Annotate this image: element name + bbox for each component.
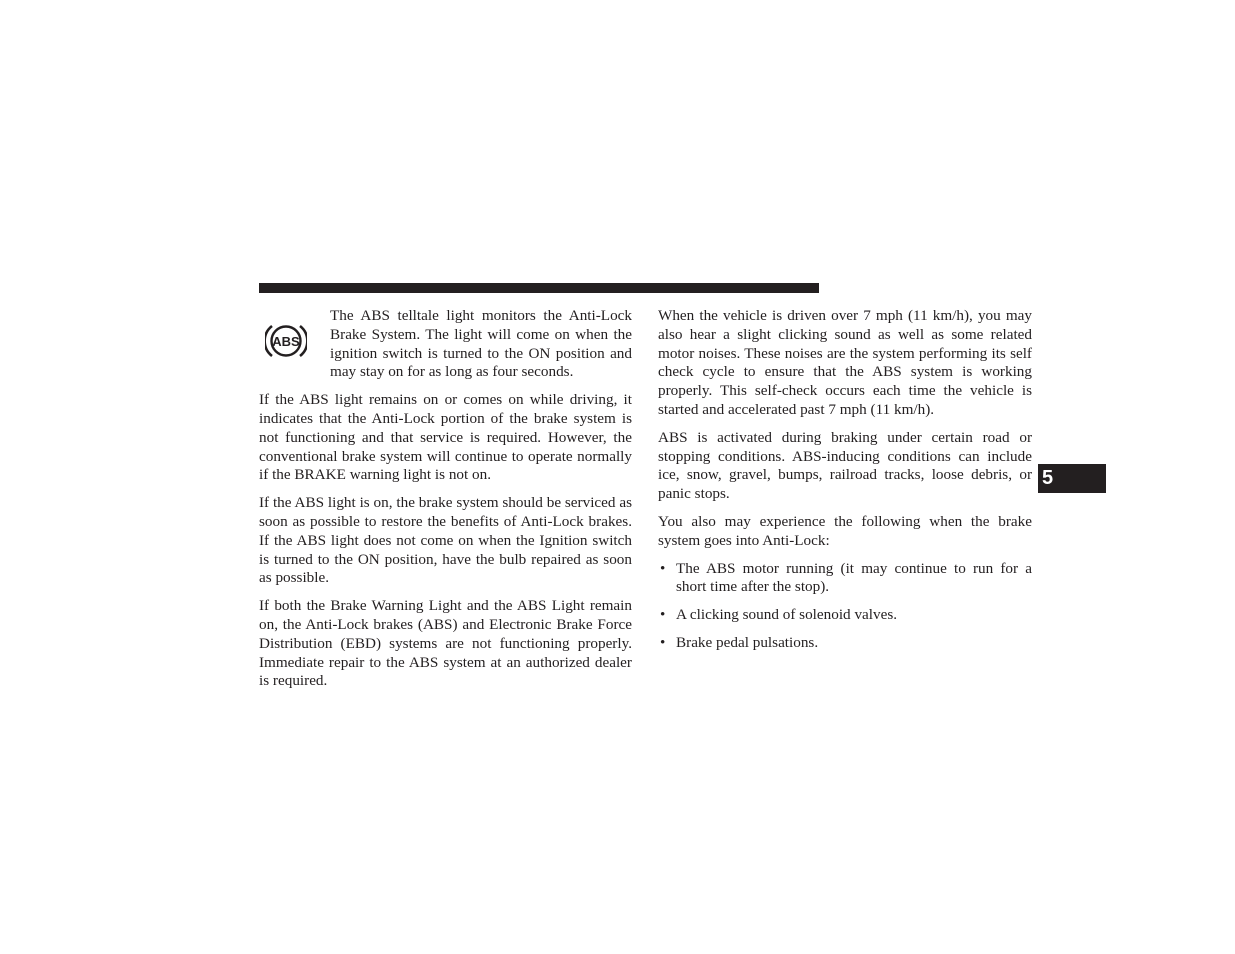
abs-telltale-paragraph: The ABS telltale light monitors the Anti-Lock Brake System. The light will come on when the ignition switch is turned to the ON position and may stay on for as long as four seconds. (330, 307, 632, 381)
chapter-number: 5 (1042, 467, 1054, 489)
right-column (658, 307, 1032, 662)
body-paragraph: If both the Brake Warning Light and the ABS Light remain on, the Anti-Lock brakes (ABS) and Electronic Brake Force Distribution (EBD) systems are not functioning properly. Immediate repair to the ABS system at an authorized dealer is required. (259, 597, 632, 690)
body-paragraph: If the ABS light is on, the brake system should be serviced as soon as possible to restore the benefits of Anti-Lock brakes. If the ABS light does not come on when the Ignition switch is turned to the ON position, have the bulb repaired as soon as possible. (259, 494, 632, 587)
abs-warning-icon (265, 321, 307, 361)
abs-icon-label: ABS (272, 334, 300, 349)
list-item-text: A clicking sound of solenoid valves. (676, 606, 898, 624)
section-rule (259, 283, 819, 293)
left-column (259, 307, 632, 700)
chapter-tab (1038, 464, 1106, 493)
abs-telltale-block (259, 307, 632, 382)
bullet-glyph: • (660, 606, 666, 624)
list-item-text: Brake pedal pulsations. (676, 633, 819, 651)
body-paragraph: If the ABS light remains on or comes on while driving, it indicates that the Anti-Lock portion of the brake system is not functioning and that service is required. However, the conventional brake system will continue to operate normally if the BRAKE warning light is not on. (259, 391, 632, 484)
antilock-effects-list (658, 560, 1032, 653)
body-paragraph: ABS is activated during braking under certain road or stopping conditions. ABS-inducing conditions can include ice, snow, gravel, bumps, railroad tracks, loose debris, or panic stops. (658, 428, 1032, 503)
body-paragraph: When the vehicle is driven over 7 mph (11 km/h), you may also hear a slight clicking sound as well as some related motor noises. These noises are the system performing its self check cycle to ensure that the ABS system is working properly. This self-check occurs each time the vehicle is started and accelerated past 7 mph (11 km/h). (658, 307, 1032, 418)
list-item (658, 634, 1032, 653)
body-paragraph: You also may experience the following when the brake system goes into Anti-Lock: (658, 512, 1032, 549)
bullet-glyph: • (660, 559, 666, 577)
list-item (658, 560, 1032, 598)
list-item (658, 606, 1032, 625)
list-item-text: The ABS motor running (it may continue to run for a short time after the stop). (676, 559, 1032, 596)
bullet-glyph: • (660, 633, 666, 651)
